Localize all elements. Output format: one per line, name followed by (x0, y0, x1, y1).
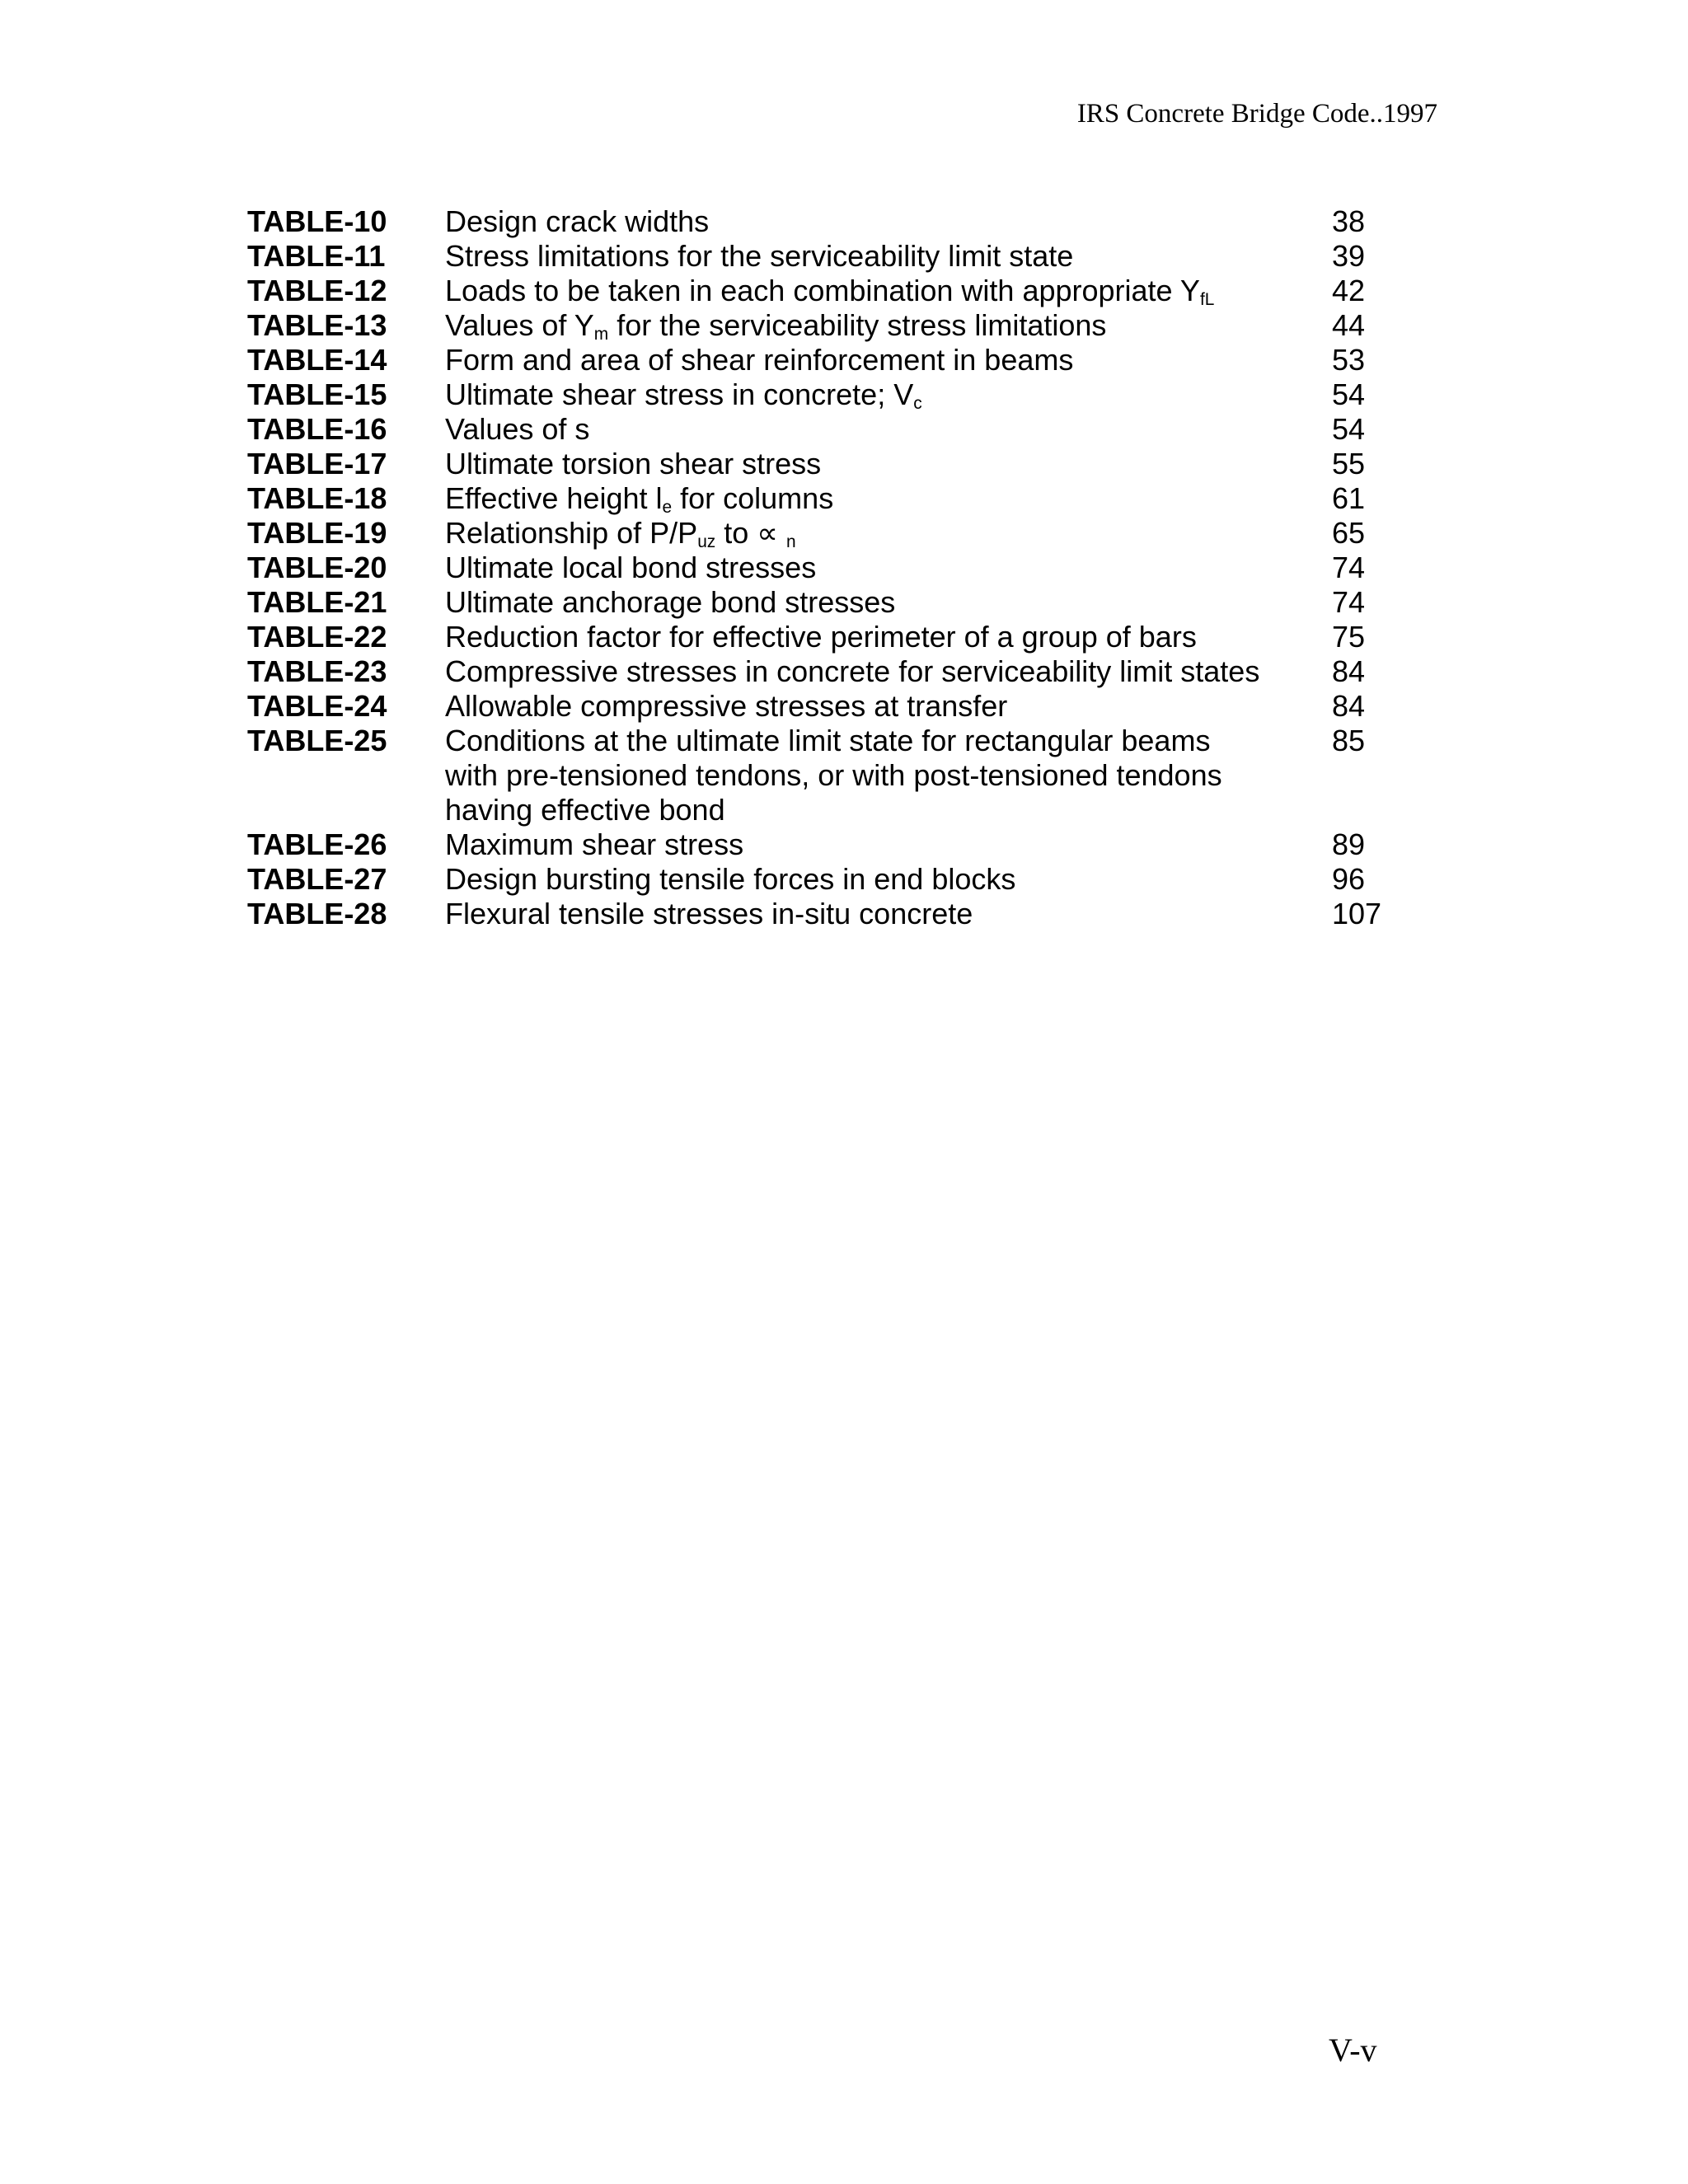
table-of-contents (247, 204, 1442, 931)
toc-entry-page: 54 (1332, 377, 1366, 411)
toc-entry-title (445, 481, 1311, 516)
toc-entry-label: TABLE-18 (247, 481, 387, 515)
toc-entry-title (445, 377, 1311, 412)
toc-entry (247, 377, 1442, 412)
toc-entry-label: TABLE-20 (247, 551, 387, 584)
toc-entry (247, 239, 1442, 274)
toc-entry-title-text: Values of Y (445, 308, 594, 342)
toc-entry-label: TABLE-26 (247, 827, 387, 861)
toc-entry-title (445, 827, 1311, 862)
toc-entry-page: 65 (1332, 516, 1366, 550)
toc-entry-page: 96 (1332, 862, 1366, 896)
toc-entry-label: TABLE-28 (247, 897, 387, 930)
toc-entry (247, 827, 1442, 862)
toc-entry-title-text: Design bursting tensile forces in end blocks (445, 862, 1016, 896)
toc-entry (247, 481, 1442, 516)
toc-entry-label: TABLE-12 (247, 274, 387, 307)
toc-entry-title-line: with pre-tensioned tendons, or with post-tensioned tendons (445, 758, 1222, 792)
toc-entry-title-text: Effective height l (445, 481, 663, 515)
toc-entry-title-text: to ∝ (715, 516, 786, 550)
toc-entry-label: TABLE-22 (247, 620, 387, 654)
toc-entry-title (445, 204, 1311, 239)
toc-entry-title-line: Conditions at the ultimate limit state for rectangular beams (445, 724, 1211, 757)
toc-entry-title (445, 585, 1311, 620)
toc-entry-title-text: Values of s (445, 412, 590, 446)
toc-entry-page: 53 (1332, 343, 1366, 377)
toc-entry-subscript: n (786, 532, 796, 552)
toc-entry-subscript: uz (697, 532, 716, 552)
toc-entry-label: TABLE-27 (247, 862, 387, 896)
toc-entry-label: TABLE-17 (247, 447, 387, 480)
running-header: IRS Concrete Bridge Code..1997 (1076, 99, 1437, 129)
toc-entry-title-text: Reduction factor for effective perimeter of a group of bars (445, 620, 1197, 654)
toc-entry-title-text: Relationship of P/P (445, 516, 698, 550)
toc-entry-title-text: Ultimate shear stress in concrete; V (445, 377, 914, 411)
toc-entry (247, 412, 1442, 447)
toc-entry-title-text: Ultimate anchorage bond stresses (445, 585, 896, 619)
toc-entry-subscript: c (913, 394, 922, 414)
toc-entry-title (445, 308, 1311, 343)
toc-entry-page: 107 (1332, 897, 1382, 930)
toc-entry-label: TABLE-25 (247, 724, 387, 757)
toc-entry (247, 308, 1442, 343)
toc-entry-title-text: Form and area of shear reinforcement in beams (445, 343, 1074, 377)
toc-entry (247, 274, 1442, 308)
toc-entry (247, 654, 1442, 689)
toc-entry-title (445, 447, 1311, 481)
toc-entry (247, 724, 1442, 827)
toc-entry-title (445, 620, 1311, 654)
toc-entry-label: TABLE-13 (247, 308, 387, 342)
toc-entry-subscript: e (662, 498, 673, 518)
toc-entry-title (445, 274, 1311, 308)
toc-entry-title (445, 654, 1311, 689)
toc-entry-label: TABLE-16 (247, 412, 387, 446)
toc-entry-title-text: Flexural tensile stresses in-situ concrete (445, 897, 973, 930)
toc-entry-page: 84 (1332, 654, 1366, 688)
toc-entry-page: 74 (1332, 551, 1366, 584)
toc-entry-title-text: Ultimate local bond stresses (445, 551, 817, 584)
toc-entry-title (445, 516, 1311, 551)
toc-entry-page: 89 (1332, 827, 1366, 861)
toc-entry-label: TABLE-14 (247, 343, 387, 377)
toc-entry-title-line: having effective bond (445, 793, 725, 827)
toc-entry-subscript: m (593, 325, 609, 344)
toc-entry (247, 862, 1442, 897)
toc-entry (247, 551, 1442, 585)
toc-entry-subscript: fL (1199, 290, 1215, 310)
toc-entry-title-text: for columns (672, 481, 834, 515)
toc-entry-label: TABLE-24 (247, 689, 387, 723)
toc-entry (247, 447, 1442, 481)
toc-entry (247, 204, 1442, 239)
toc-entry-page: 85 (1332, 724, 1366, 757)
toc-entry (247, 620, 1442, 654)
toc-entry-title (445, 862, 1311, 897)
toc-entry (247, 516, 1442, 551)
toc-entry-label: TABLE-10 (247, 204, 387, 238)
toc-entry-page: 44 (1332, 308, 1366, 342)
toc-entry (247, 897, 1442, 931)
toc-entry-page: 55 (1332, 447, 1366, 480)
toc-entry-page: 54 (1332, 412, 1366, 446)
toc-entry-title (445, 343, 1311, 377)
toc-entry-page: 61 (1332, 481, 1366, 515)
toc-entry-title (445, 412, 1311, 447)
toc-entry-title (445, 689, 1311, 724)
toc-entry-label: TABLE-15 (247, 377, 387, 411)
toc-entry-title-text: Stress limitations for the serviceability limit state (445, 239, 1074, 273)
toc-entry-title (445, 239, 1311, 274)
toc-entry-title-text: Loads to be taken in each combination with appropriate Y (445, 274, 1200, 307)
toc-entry-page: 38 (1332, 204, 1366, 238)
toc-entry-page: 42 (1332, 274, 1366, 307)
toc-entry-title-text: Maximum shear stress (445, 827, 744, 861)
toc-entry (247, 689, 1442, 724)
toc-entry-page: 74 (1332, 585, 1366, 619)
toc-entry-title-text: Compressive stresses in concrete for serviceability limit states (445, 654, 1260, 688)
toc-entry-label: TABLE-21 (247, 585, 387, 619)
toc-entry-title (445, 724, 1311, 827)
toc-entry-label: TABLE-19 (247, 516, 387, 550)
toc-entry-page: 84 (1332, 689, 1366, 723)
toc-entry-title-text: for the serviceability stress limitations (608, 308, 1107, 342)
toc-entry-title (445, 551, 1311, 585)
toc-entry-title (445, 897, 1311, 931)
toc-entry-title-text: Allowable compressive stresses at transfer (445, 689, 1008, 723)
toc-entry-label: TABLE-11 (247, 239, 386, 273)
toc-entry-label: TABLE-23 (247, 654, 387, 688)
page-number: V-v (1329, 2032, 1377, 2069)
toc-entry-title-text: Design crack widths (445, 204, 710, 238)
toc-entry (247, 343, 1442, 377)
toc-entry-page: 39 (1332, 239, 1366, 273)
toc-entry (247, 585, 1442, 620)
toc-entry-title-text: Ultimate torsion shear stress (445, 447, 822, 480)
toc-entry-page: 75 (1332, 620, 1366, 654)
